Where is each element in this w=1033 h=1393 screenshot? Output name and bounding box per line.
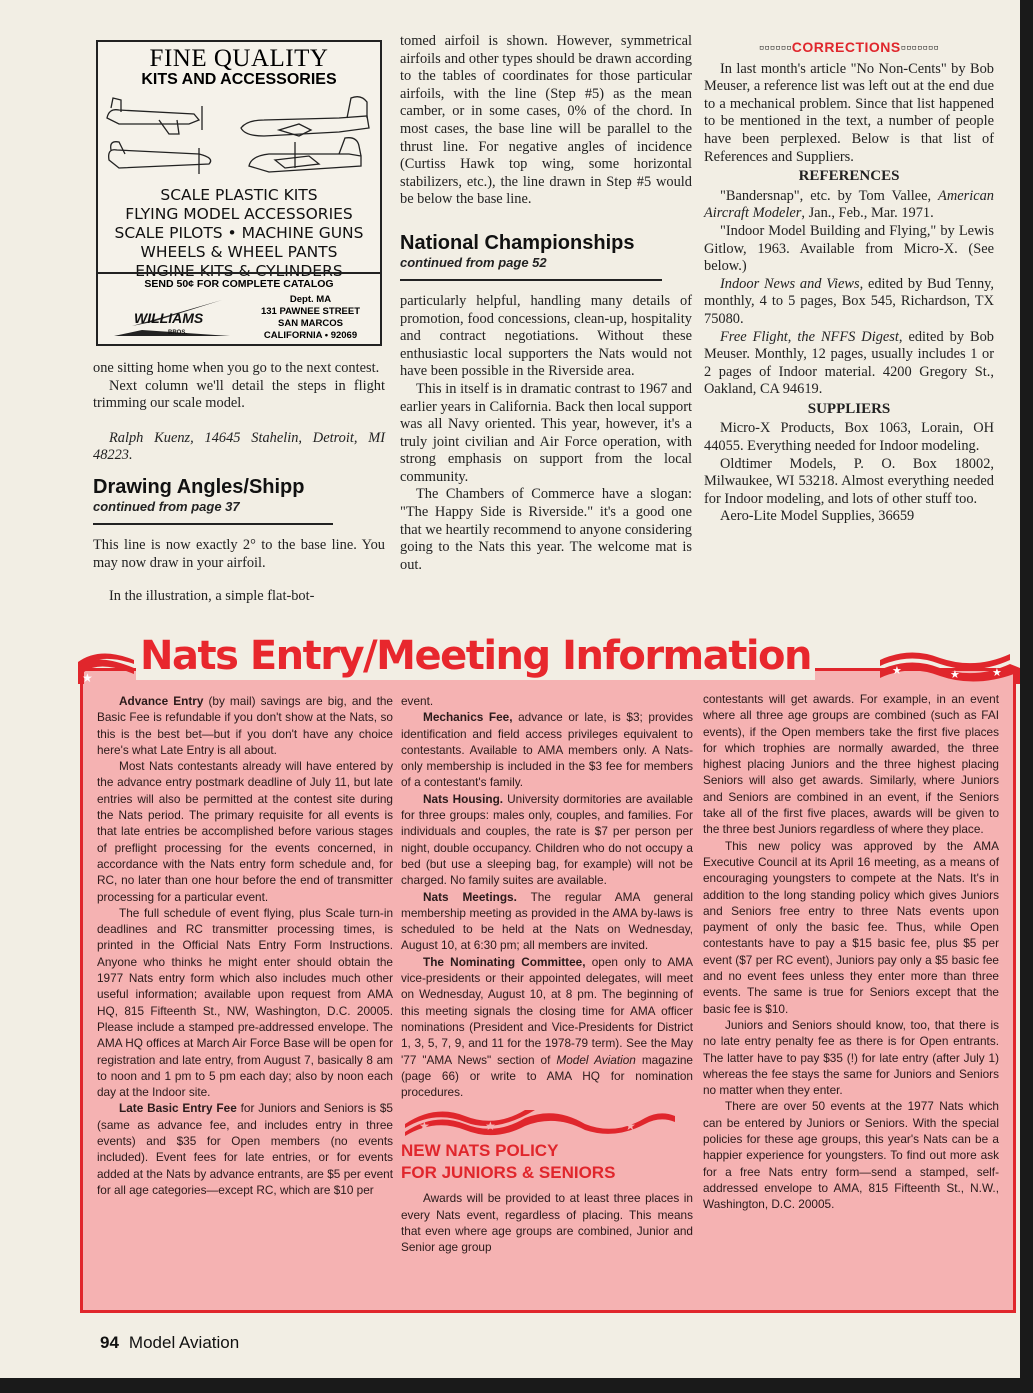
nats-column-2 <box>401 693 693 1256</box>
williams-bros-logo <box>112 296 232 338</box>
corrections-heading <box>704 39 994 57</box>
nats-title: Nats Entry/Meeting Information <box>136 632 815 680</box>
svg-text:WILLIAMS: WILLIAMS <box>134 310 204 326</box>
paragraph: Late Basic Entry Fee for Juniors and Seniors is $5 (same as advance fee, and includes entry in three events) and $35 for Open members (no events included). Event fees for late entries, or for events added at the Nats by advance entrants, are $5 per event for all age categories—except RC, which are $10 per <box>97 1101 393 1197</box>
paragraph: Most Nats contestants already will have entered by the advance entry postmark deadline of July 11, but late entries will also be permitted at the contest site during the Nats period. The primary requisite for all events is that late entries be accomplished before various stages of preflight processing for the events concerned, in accordance with the Nats entry form schedule and, for RC, no later than one hour before the end of transmitter processing for a particular event. <box>97 759 393 904</box>
ad-address-line: Dept. MA <box>289 294 332 305</box>
paragraph: The Nominating Committee, open only to AMA vice-presidents or their appointed delegates, will meet on Wednesday, August 10, at 8 pm. The beginning of this meeting signals the closing time for AMA officer nominations (President and Vice-Presidents for District 1, 3, 5, 7, 9, and 11 for the 1978-79 term). See the May '77 "AMA News" section of Model Aviation magazine (page 66) or write to AMA HQ for nomination procedures. <box>401 954 693 1100</box>
williams-bros-ad <box>96 40 382 346</box>
policy-heading-line: FOR JUNIORS & SENIORS <box>401 1163 616 1183</box>
nats-info-box <box>80 668 1016 1313</box>
divider <box>93 523 333 525</box>
article-heading: National Championships <box>400 231 635 254</box>
paragraph: Nats Meetings. The regular AMA general membership meeting as provided in the AMA by-laws is scheduled to be held at the Nats on Wednesday, August 10, at 6:30 pm; all members are invited. <box>401 889 693 953</box>
divider <box>400 279 662 281</box>
page-footer <box>100 1333 239 1353</box>
policy-heading <box>401 1140 693 1184</box>
paragraph: In the illustration, a simple flat-bot- <box>109 588 315 605</box>
paragraph: In last month's article "No Non-Cents" by Bob Meuser, a reference list was left out at the end due to a mechanical problem. Since that list happened to be mentioned in the text, a number of people have been perplexed. Below is that list of References and Suppliers. <box>704 60 994 165</box>
ad-subtitle: KITS AND ACCESSORIES <box>141 71 337 88</box>
box-ornament: ▫▫▫▫▫▫ <box>759 39 792 55</box>
ad-line: WHEELS & WHEEL PANTS <box>140 243 338 261</box>
paragraph: Nats Housing. University dormitories are available for three groups: males only, couples, and families. For individuals and couples, the rate is $7 per person per night, double occupancy. Children who do not occupy a bed (but use a sleeping bag, for example) will not be charged. No family suites are available. <box>401 791 693 888</box>
column-3 <box>704 39 994 526</box>
ad-product-lines <box>98 186 380 281</box>
stars-stripes-right-icon <box>880 648 1020 684</box>
paragraph: Next column we'll detail the steps in flight trimming our scale model. <box>93 377 385 412</box>
reference-item: "Indoor Model Building and Flying," by Lewis Gitlow, 1963. Available from Micro-X. (See below.) <box>704 222 994 275</box>
suppliers-heading: SUPPLIERS <box>807 400 891 417</box>
nats-column-3 <box>703 691 999 1213</box>
paragraph: The full schedule of event flying, plus Scale turn-in deadlines and RC transmitter processing times, is printed in the Official Nats Entry Form Instructions. Anyone who thinks he might enter should obtain the 1977 Nats entry form which also includes much other useful information; available upon request from AMA HQ, 815 Fifteenth St., NW, Washington, D.C. 20005. Please include a stamped pre-addressed envelope. The AMA HQ offices at March Air Force Base will be open for registration and late entry, from August 7, basically 8 am to noon and 1 pm to 5 pm each day; also by noon each day at the Indoor site. <box>97 905 393 1100</box>
paragraph: Advance Entry (by mail) savings are big, and the Basic Fee is refundable if you don't show at the Nats, so this is the best bet—but if you don't have any choice here's what Late Entry is all about. <box>97 694 393 757</box>
box-ornament: ▫▫▫▫▫▫▫ <box>900 39 939 55</box>
supplier-item: Oldtimer Models, P. O. Box 18002, Milwaukee, WI 53218. Almost everything needed for Indoor modeling, and lots of other stuff too. <box>704 455 994 507</box>
ad-address-line: CALIFORNIA • 92069 <box>263 330 358 341</box>
svg-text:★: ★ <box>485 1119 496 1134</box>
svg-text:★: ★ <box>82 671 93 684</box>
supplier-item: Aero-Lite Model Supplies, 36659 <box>720 508 915 525</box>
ad-line: SCALE PILOTS • MACHINE GUNS <box>114 224 364 242</box>
reference-item: "Bandersnap", etc. by Tom Vallee, American Aircraft Modeler, Jan., Feb., Mar. 1971. <box>704 187 994 222</box>
svg-text:★: ★ <box>625 1119 636 1134</box>
svg-text:BROS.: BROS. <box>168 330 188 336</box>
column-2 <box>400 33 692 574</box>
stars-stripes-left-icon <box>76 650 136 684</box>
paragraph: event. <box>401 694 434 708</box>
paragraph: Juniors and Seniors should know, too, that there is no late entry penalty fee as there is for Open entrants. The latter have to pay $35 (!) for late entry (after July 1) whereas the fee stays the same for Juniors and Seniors no matter when they enter. <box>703 1017 999 1098</box>
paragraph: Mechanics Fee, advance or late, is $3; provides identification and field access privileges equivalent to contestants. Available to AMA members only. A Nats-only membership is included in the $3 fee for members of a contestant's family. <box>401 710 693 790</box>
reference-item: Indoor News and Views, edited by Bud Tenny, monthly, 4 to 5 pages, Box 545, Richardson, TX 75080. <box>704 275 994 327</box>
nats-banner <box>80 632 1016 684</box>
ad-address-line: SAN MARCOS <box>278 318 343 329</box>
airplane-illustrations <box>99 90 379 182</box>
paragraph: This new policy was approved by the AMA Executive Council at its April 16 meeting, as a means of encouraging youngsters to compete at the Nats. It's in addition to the long standing policy which gives Juniors and Seniors free entry to three Nats events upon payment of only the basic fee. Thus, while Open contestants have to pay a $15 basic fee, plus $5 per event ($7 per RC event), Juniors pay only a $5 basic fee and no event fees unless they enter more than three events. The same is true for Seniors except that the basic fee is $10. <box>703 838 999 1016</box>
svg-text:★: ★ <box>419 1119 430 1134</box>
ad-line: SCALE PLASTIC KITS <box>160 186 318 204</box>
continued-note: continued from page 37 <box>93 498 240 514</box>
continued-note: continued from page 52 <box>400 254 547 270</box>
paragraph: contestants will get awards. For example, in an event where all three age groups are combined (such as FAI events), if the Open members take the first five places for which trophies are normally awarded, the three highest placing Juniors and the three highest placing Seniors will also get awards. Similarly, where Juniors and Seniors are combined in an event, if the Seniors take all of the first five places, awards will be given to the three best Juniors regardless of where they place. <box>703 692 999 837</box>
ad-line: ENGINE KITS & CYLINDERS <box>135 262 343 280</box>
article-heading: Drawing Angles/Shipp <box>93 475 305 498</box>
paragraph: This line is now exactly 2° to the base line. You may now draw in your airfoil. <box>93 536 385 571</box>
ad-catalog-offer: SEND 50¢ FOR COMPLETE CATALOG <box>144 278 334 290</box>
ad-address <box>243 294 378 342</box>
svg-text:★: ★ <box>992 666 1002 679</box>
column-1 <box>93 360 385 606</box>
paragraph: Awards will be provided to at least three places in every Nats event, regardless of placing. This means that even where age groups are combined, Junior and Senior age group <box>401 1191 693 1255</box>
svg-text:★: ★ <box>555 1119 566 1134</box>
svg-text:★: ★ <box>950 668 960 681</box>
author-signature: Ralph Kuenz, 14645 Stahelin, Detroit, MI 48223. <box>93 429 385 464</box>
paragraph: particularly helpful, handling many details of promotion, food concessions, clean-up, hospitality and contract negotiations. Without these enthusiastic local supporters the Nats would not have been possible in the Riverside area. <box>400 292 692 380</box>
reference-item: Free Flight, the NFFS Digest, edited by Bob Meuser. Monthly, 12 pages, usually includes 1 or 2 pages of Indoor material. 4200 Gregory St., Oakland, CA 94619. <box>704 328 994 398</box>
ad-footer <box>98 272 380 344</box>
paragraph: There are over 50 events at the 1977 Nats which can be entered by Juniors or Seniors. With the special policies for these age groups, this year's Nats can be a happier experience for youngsters. To find out more ask for a free Nats entry form—send a stamped, self-addressed envelope to AMA, 815 Fifteenth St., N.W., Washington, D.C. 20005. <box>703 1099 999 1212</box>
magazine-name: Model Aviation <box>128 1333 240 1352</box>
ad-line: FLYING MODEL ACCESSORIES <box>125 205 353 223</box>
page-number: 94 <box>100 1333 119 1352</box>
paragraph: The Chambers of Commerce have a slogan: "The Happy Side is Riverside." it's a good one that we heartily recommend to anyone considering going to the Nats this year. The welcome mat is out. <box>400 486 692 573</box>
policy-heading-line: NEW NATS POLICY <box>401 1141 559 1161</box>
stars-stripes-ornament <box>405 1110 675 1136</box>
svg-text:★: ★ <box>892 664 902 677</box>
paragraph: This in itself is in dramatic contrast to 1967 and earlier years in California. Back then local support was all Navy oriented. This year, however, it's a truly joint civilian and Air Force operation, with strong emphasis on support from the local community. <box>400 380 692 485</box>
ad-title: FINE QUALITY <box>149 45 329 72</box>
supplier-item: Micro-X Products, Box 1063, Lorain, OH 44055. Everything needed for Indoor modeling. <box>704 420 994 455</box>
paragraph: one sitting home when you go to the next contest. <box>93 360 380 376</box>
references-heading: REFERENCES <box>798 168 900 185</box>
corrections-title: CORRECTIONS <box>791 39 901 55</box>
nats-column-1 <box>97 693 393 1198</box>
ad-address-line: 131 PAWNEE STREET <box>260 306 361 317</box>
paragraph: tomed airfoil is shown. However, symmetrical airfoils and other types should be drawn according to the tables of coordinates for those particular airfoils, with the line (Step #5) as the mean camber, or in some cases, 0% of the chord. In most cases, the base line will be parallel to the thrust line. For negative angles of incidence (Curtiss Hawk top wing, some horizontal stabilizers, etc.), the line drawn in Step #5 would be below the base line. <box>400 33 692 208</box>
